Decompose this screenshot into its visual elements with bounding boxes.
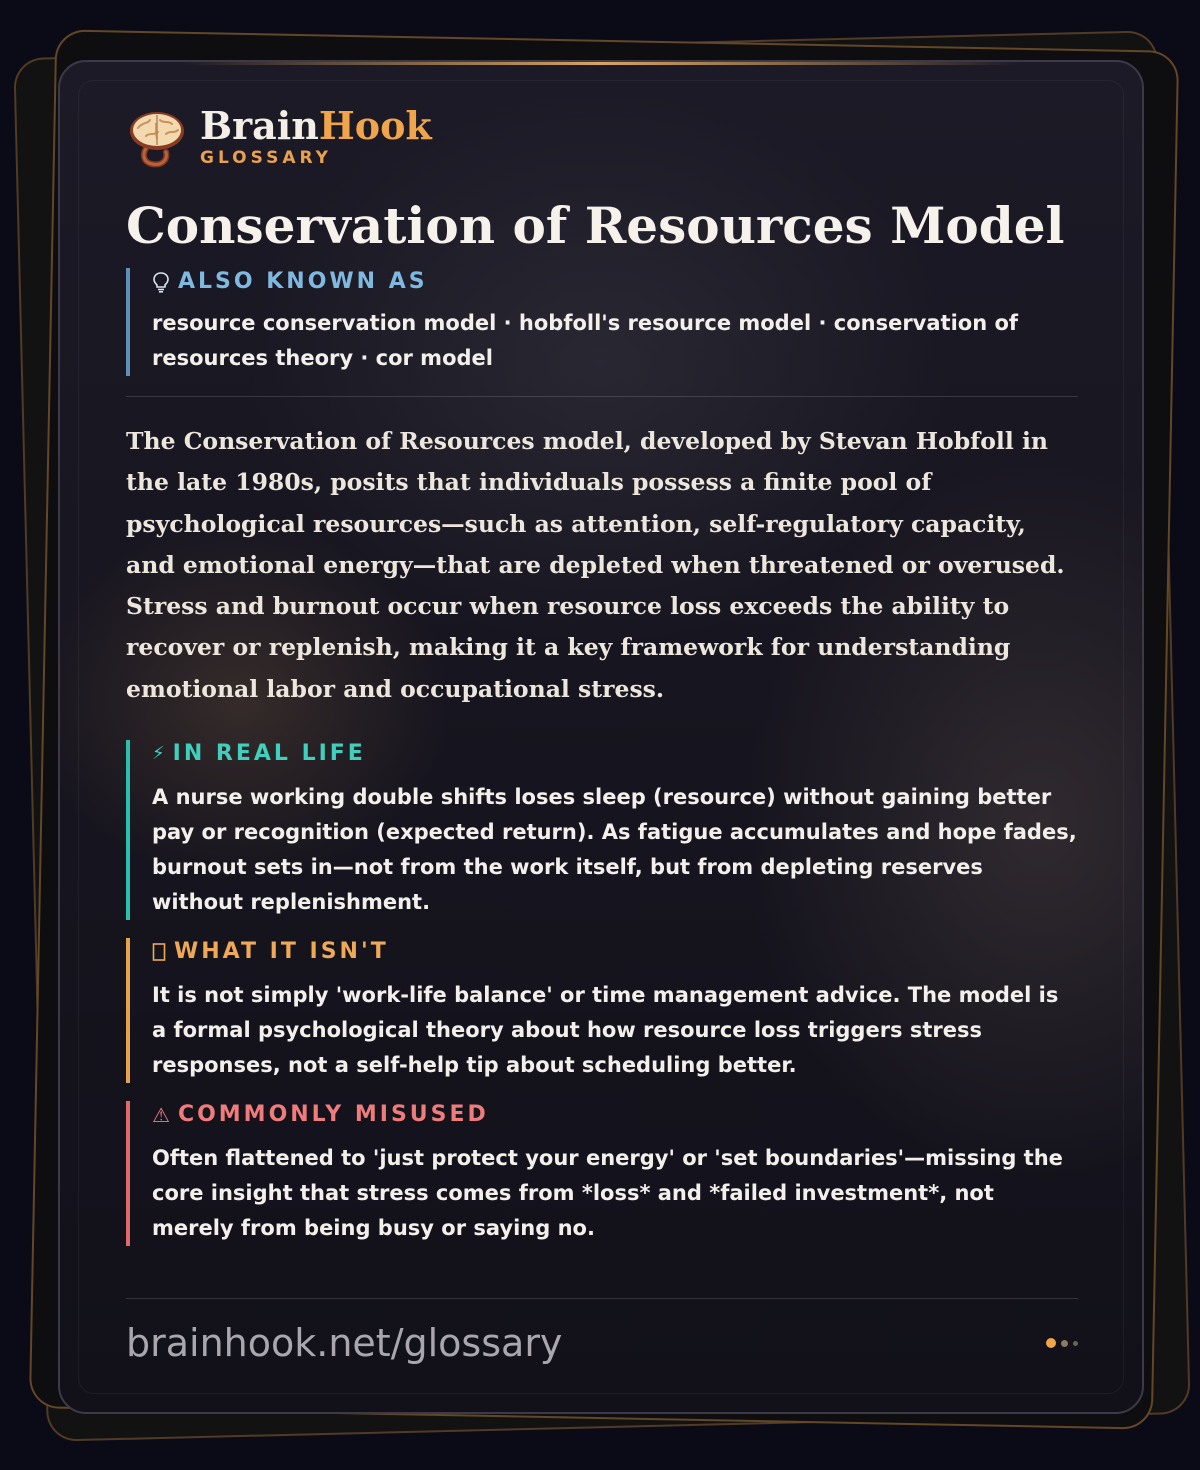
- lightning-icon: ⚡: [152, 743, 165, 765]
- also-known-as-heading-row: [152, 268, 1078, 296]
- section-divider: [126, 396, 1078, 397]
- what-it-isnt-text: It is not simply 'work-life balance' or time management advice. The model is a formal psychological theory about how resource loss triggers stress responses, not a self-help tip about scheduling better.: [152, 983, 1059, 1078]
- in-real-life-text: A nurse working double shifts loses sleep (resource) without gaining better pay or recognition (expected return). As fatigue accumulates and hope fades, burnout sets in—not from the work itself, but from depleting reserves without replenishment.: [152, 785, 1077, 915]
- term-title: Conservation of Resources Model: [126, 196, 1065, 255]
- term-definition: The Conservation of Resources model, developed by Stevan Hobfoll in the late 1980s, posits that individuals possess a finite pool of psychological resources—such as attention, self-regulatory capacity, and emotional energy—that are depleted when threatened or overused. Stress and burnout occur when resource loss exceeds the ability to recover or replenish, making it a key framework for understanding emotional labor and occupational stress.: [126, 427, 1065, 703]
- lightbulb-icon: [152, 271, 170, 293]
- brain-hook-icon: [126, 106, 188, 168]
- prohibited-icon: [152, 942, 166, 962]
- pagination-dot: [1061, 1340, 1068, 1347]
- card-top-accent-line: [180, 62, 1022, 65]
- also-known-as-heading: ALSO KNOWN AS: [178, 269, 428, 294]
- also-known-as-section: [126, 268, 1078, 376]
- commonly-misused-text: Often flattened to 'just protect your energy' or 'set boundaries'—missing the core insight that stress comes from *loss* and *failed investment*, not merely from being busy or saying no.: [152, 1146, 1063, 1241]
- in-real-life-section: [126, 740, 1078, 920]
- brand-name: [200, 103, 432, 148]
- also-known-as-text: resource conservation model · hobfoll's resource model · conservation of resources theory · cor model: [152, 311, 1019, 370]
- commonly-misused-section: [126, 1101, 1078, 1246]
- pagination-dot-active: [1046, 1338, 1056, 1348]
- brand-name-part1: Brain: [200, 103, 319, 148]
- brand-name-part2: Hook: [318, 103, 432, 148]
- warning-icon: ⚠: [152, 1103, 170, 1128]
- pagination-dots: [1041, 1338, 1078, 1348]
- card-content: [126, 102, 1078, 1246]
- what-it-isnt-section: [126, 938, 1078, 1083]
- footer-url-link[interactable]: brainhook.net/glossary: [126, 1321, 563, 1365]
- glossary-card: [58, 60, 1144, 1414]
- in-real-life-heading-row: [152, 740, 1078, 768]
- brand-subtitle: GLOSSARY: [200, 148, 332, 168]
- pagination-dot: [1073, 1341, 1078, 1346]
- what-it-isnt-heading-row: [152, 938, 1078, 966]
- commonly-misused-heading-row: [152, 1101, 1078, 1129]
- what-it-isnt-heading: WHAT IT ISN'T: [174, 939, 389, 965]
- brand-header: [126, 102, 1078, 172]
- commonly-misused-heading: COMMONLY MISUSED: [177, 1102, 489, 1128]
- in-real-life-heading: IN REAL LIFE: [172, 741, 366, 767]
- footer-divider: [126, 1298, 1078, 1299]
